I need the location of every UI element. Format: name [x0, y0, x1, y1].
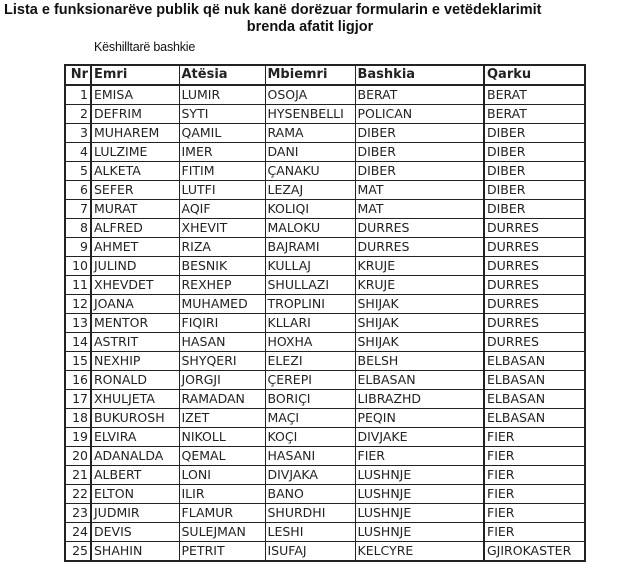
- table-row: [65, 371, 585, 390]
- cell-nr: 22: [65, 485, 91, 504]
- cell-qarku: ELBASAN: [484, 352, 585, 371]
- cell-bashkia: LUSHNJE: [355, 485, 484, 504]
- header-qarku: Qarku: [484, 65, 585, 85]
- cell-mbiemri: MAÇI: [265, 409, 355, 428]
- cell-bashkia: MAT: [355, 181, 484, 200]
- cell-emri: NEXHIP: [91, 352, 179, 371]
- cell-bashkia: SHIJAK: [355, 333, 484, 352]
- cell-mbiemri: ÇEREPI: [265, 371, 355, 390]
- document-title: [0, 2, 620, 36]
- table-row: [65, 276, 585, 295]
- cell-bashkia: BERAT: [355, 85, 484, 105]
- cell-bashkia: LUSHNJE: [355, 523, 484, 542]
- cell-bashkia: SHIJAK: [355, 314, 484, 333]
- cell-emri: JUDMIR: [91, 504, 179, 523]
- cell-atesia: QAMIL: [179, 124, 265, 143]
- cell-atesia: AQIF: [179, 200, 265, 219]
- cell-nr: 24: [65, 523, 91, 542]
- table-row: [65, 105, 585, 124]
- cell-mbiemri: HASANI: [265, 447, 355, 466]
- cell-bashkia: PEQIN: [355, 409, 484, 428]
- officials-table: [64, 64, 586, 562]
- cell-atesia: RIZA: [179, 238, 265, 257]
- header-mbiemri: Mbiemri: [265, 65, 355, 85]
- cell-emri: SEFER: [91, 181, 179, 200]
- cell-nr: 8: [65, 219, 91, 238]
- cell-emri: ELVIRA: [91, 428, 179, 447]
- cell-nr: 4: [65, 143, 91, 162]
- cell-emri: SHAHIN: [91, 542, 179, 562]
- cell-nr: 23: [65, 504, 91, 523]
- table-row: [65, 542, 585, 562]
- cell-emri: ADANALDA: [91, 447, 179, 466]
- cell-atesia: JORGJI: [179, 371, 265, 390]
- title-line-1: Lista e funksionarëve publik që nuk kanë dorëzuar formularin e vetëdeklarimit: [4, 2, 542, 18]
- cell-emri: MURAT: [91, 200, 179, 219]
- cell-bashkia: BELSH: [355, 352, 484, 371]
- cell-bashkia: KELCYRE: [355, 542, 484, 562]
- cell-nr: 6: [65, 181, 91, 200]
- cell-mbiemri: ÇANAKU: [265, 162, 355, 181]
- cell-mbiemri: SHURDHI: [265, 504, 355, 523]
- cell-atesia: HASAN: [179, 333, 265, 352]
- cell-qarku: BERAT: [484, 85, 585, 105]
- cell-mbiemri: KOLIQI: [265, 200, 355, 219]
- cell-bashkia: DIVJAKE: [355, 428, 484, 447]
- cell-nr: 9: [65, 238, 91, 257]
- cell-mbiemri: KLLARI: [265, 314, 355, 333]
- cell-qarku: DIBER: [484, 200, 585, 219]
- cell-nr: 13: [65, 314, 91, 333]
- header-atesia: Atësia: [179, 65, 265, 85]
- cell-nr: 19: [65, 428, 91, 447]
- table-body: [65, 85, 585, 561]
- cell-qarku: FIER: [484, 523, 585, 542]
- table-header-row: [65, 65, 585, 85]
- table-row: [65, 333, 585, 352]
- cell-qarku: DURRES: [484, 219, 585, 238]
- cell-atesia: REXHEP: [179, 276, 265, 295]
- cell-emri: XHULJETA: [91, 390, 179, 409]
- cell-mbiemri: KOÇI: [265, 428, 355, 447]
- cell-mbiemri: DANI: [265, 143, 355, 162]
- cell-bashkia: KRUJE: [355, 276, 484, 295]
- cell-mbiemri: HYSENBELLI: [265, 105, 355, 124]
- table-row: [65, 485, 585, 504]
- table-row: [65, 352, 585, 371]
- title-line-2: brenda afatit ligjor: [246, 19, 374, 35]
- cell-mbiemri: BAJRAMI: [265, 238, 355, 257]
- cell-nr: 21: [65, 466, 91, 485]
- cell-nr: 16: [65, 371, 91, 390]
- cell-bashkia: DURRES: [355, 219, 484, 238]
- cell-qarku: DIBER: [484, 162, 585, 181]
- cell-bashkia: KRUJE: [355, 257, 484, 276]
- cell-atesia: BESNIK: [179, 257, 265, 276]
- cell-qarku: ELBASAN: [484, 409, 585, 428]
- cell-atesia: FLAMUR: [179, 504, 265, 523]
- cell-emri: AHMET: [91, 238, 179, 257]
- table-row: [65, 314, 585, 333]
- cell-mbiemri: BORIÇI: [265, 390, 355, 409]
- cell-qarku: BERAT: [484, 105, 585, 124]
- cell-nr: 14: [65, 333, 91, 352]
- cell-bashkia: DIBER: [355, 162, 484, 181]
- table-row: [65, 181, 585, 200]
- cell-nr: 11: [65, 276, 91, 295]
- cell-mbiemri: LEZAJ: [265, 181, 355, 200]
- cell-emri: DEVIS: [91, 523, 179, 542]
- table-row: [65, 466, 585, 485]
- cell-atesia: SHYQERI: [179, 352, 265, 371]
- table-row: [65, 162, 585, 181]
- cell-qarku: DURRES: [484, 295, 585, 314]
- cell-qarku: DURRES: [484, 333, 585, 352]
- cell-atesia: LUMIR: [179, 85, 265, 105]
- table-row: [65, 200, 585, 219]
- cell-nr: 17: [65, 390, 91, 409]
- cell-emri: DEFRIM: [91, 105, 179, 124]
- cell-mbiemri: MALOKU: [265, 219, 355, 238]
- cell-atesia: FIQIRI: [179, 314, 265, 333]
- cell-emri: ELTON: [91, 485, 179, 504]
- cell-qarku: DURRES: [484, 238, 585, 257]
- cell-atesia: SYTI: [179, 105, 265, 124]
- cell-nr: 2: [65, 105, 91, 124]
- cell-nr: 18: [65, 409, 91, 428]
- cell-emri: ASTRIT: [91, 333, 179, 352]
- cell-bashkia: POLICAN: [355, 105, 484, 124]
- cell-atesia: LONI: [179, 466, 265, 485]
- cell-emri: JOANA: [91, 295, 179, 314]
- table-row: [65, 390, 585, 409]
- cell-bashkia: ELBASAN: [355, 371, 484, 390]
- table-row: [65, 295, 585, 314]
- cell-qarku: ELBASAN: [484, 371, 585, 390]
- table-row: [65, 85, 585, 105]
- cell-emri: ALKETA: [91, 162, 179, 181]
- cell-qarku: DIBER: [484, 181, 585, 200]
- cell-qarku: DIBER: [484, 124, 585, 143]
- cell-qarku: FIER: [484, 466, 585, 485]
- cell-qarku: DURRES: [484, 276, 585, 295]
- cell-nr: 5: [65, 162, 91, 181]
- cell-qarku: FIER: [484, 428, 585, 447]
- cell-atesia: IMER: [179, 143, 265, 162]
- cell-nr: 20: [65, 447, 91, 466]
- cell-atesia: QEMAL: [179, 447, 265, 466]
- table-row: [65, 124, 585, 143]
- cell-mbiemri: LESHI: [265, 523, 355, 542]
- cell-bashkia: DURRES: [355, 238, 484, 257]
- cell-qarku: DURRES: [484, 257, 585, 276]
- cell-qarku: FIER: [484, 447, 585, 466]
- table-row: [65, 523, 585, 542]
- cell-nr: 7: [65, 200, 91, 219]
- cell-bashkia: LUSHNJE: [355, 504, 484, 523]
- table-row: [65, 219, 585, 238]
- table-row: [65, 504, 585, 523]
- cell-bashkia: SHIJAK: [355, 295, 484, 314]
- table-row: [65, 238, 585, 257]
- cell-emri: BUKUROSH: [91, 409, 179, 428]
- cell-emri: EMISA: [91, 85, 179, 105]
- cell-emri: ALBERT: [91, 466, 179, 485]
- cell-mbiemri: TROPLINI: [265, 295, 355, 314]
- cell-nr: 25: [65, 542, 91, 562]
- cell-mbiemri: KULLAJ: [265, 257, 355, 276]
- cell-qarku: ELBASAN: [484, 390, 585, 409]
- cell-bashkia: LUSHNJE: [355, 466, 484, 485]
- cell-emri: JULIND: [91, 257, 179, 276]
- header-nr: Nr: [65, 65, 91, 85]
- cell-atesia: XHEVIT: [179, 219, 265, 238]
- cell-atesia: PETRIT: [179, 542, 265, 562]
- cell-bashkia: DIBER: [355, 143, 484, 162]
- cell-qarku: DURRES: [484, 314, 585, 333]
- cell-mbiemri: DIVJAKA: [265, 466, 355, 485]
- cell-emri: MENTOR: [91, 314, 179, 333]
- cell-bashkia: DIBER: [355, 124, 484, 143]
- cell-qarku: FIER: [484, 485, 585, 504]
- header-emri: Emri: [91, 65, 179, 85]
- cell-qarku: GJIROKASTER: [484, 542, 585, 562]
- cell-atesia: SULEJMAN: [179, 523, 265, 542]
- cell-mbiemri: BANO: [265, 485, 355, 504]
- cell-emri: MUHAREM: [91, 124, 179, 143]
- cell-mbiemri: RAMA: [265, 124, 355, 143]
- cell-nr: 15: [65, 352, 91, 371]
- cell-qarku: DIBER: [484, 143, 585, 162]
- cell-atesia: NIKOLL: [179, 428, 265, 447]
- cell-bashkia: FIER: [355, 447, 484, 466]
- table-row: [65, 447, 585, 466]
- cell-nr: 1: [65, 85, 91, 105]
- table-row: [65, 143, 585, 162]
- cell-nr: 10: [65, 257, 91, 276]
- cell-atesia: IZET: [179, 409, 265, 428]
- cell-mbiemri: HOXHA: [265, 333, 355, 352]
- cell-qarku: FIER: [484, 504, 585, 523]
- cell-nr: 3: [65, 124, 91, 143]
- cell-mbiemri: OSOJA: [265, 85, 355, 105]
- cell-bashkia: MAT: [355, 200, 484, 219]
- cell-mbiemri: ISUFAJ: [265, 542, 355, 562]
- cell-atesia: ILIR: [179, 485, 265, 504]
- cell-atesia: LUTFI: [179, 181, 265, 200]
- cell-nr: 12: [65, 295, 91, 314]
- cell-atesia: RAMADAN: [179, 390, 265, 409]
- section-subtitle: Këshilltarë bashkie: [94, 40, 196, 54]
- cell-mbiemri: ELEZI: [265, 352, 355, 371]
- table-row: [65, 409, 585, 428]
- cell-emri: XHEVDET: [91, 276, 179, 295]
- cell-atesia: FITIM: [179, 162, 265, 181]
- cell-atesia: MUHAMED: [179, 295, 265, 314]
- cell-emri: ALFRED: [91, 219, 179, 238]
- cell-emri: RONALD: [91, 371, 179, 390]
- cell-mbiemri: SHULLAZI: [265, 276, 355, 295]
- header-bashkia: Bashkia: [355, 65, 484, 85]
- cell-emri: LULZIME: [91, 143, 179, 162]
- cell-bashkia: LIBRAZHD: [355, 390, 484, 409]
- table-row: [65, 428, 585, 447]
- table-row: [65, 257, 585, 276]
